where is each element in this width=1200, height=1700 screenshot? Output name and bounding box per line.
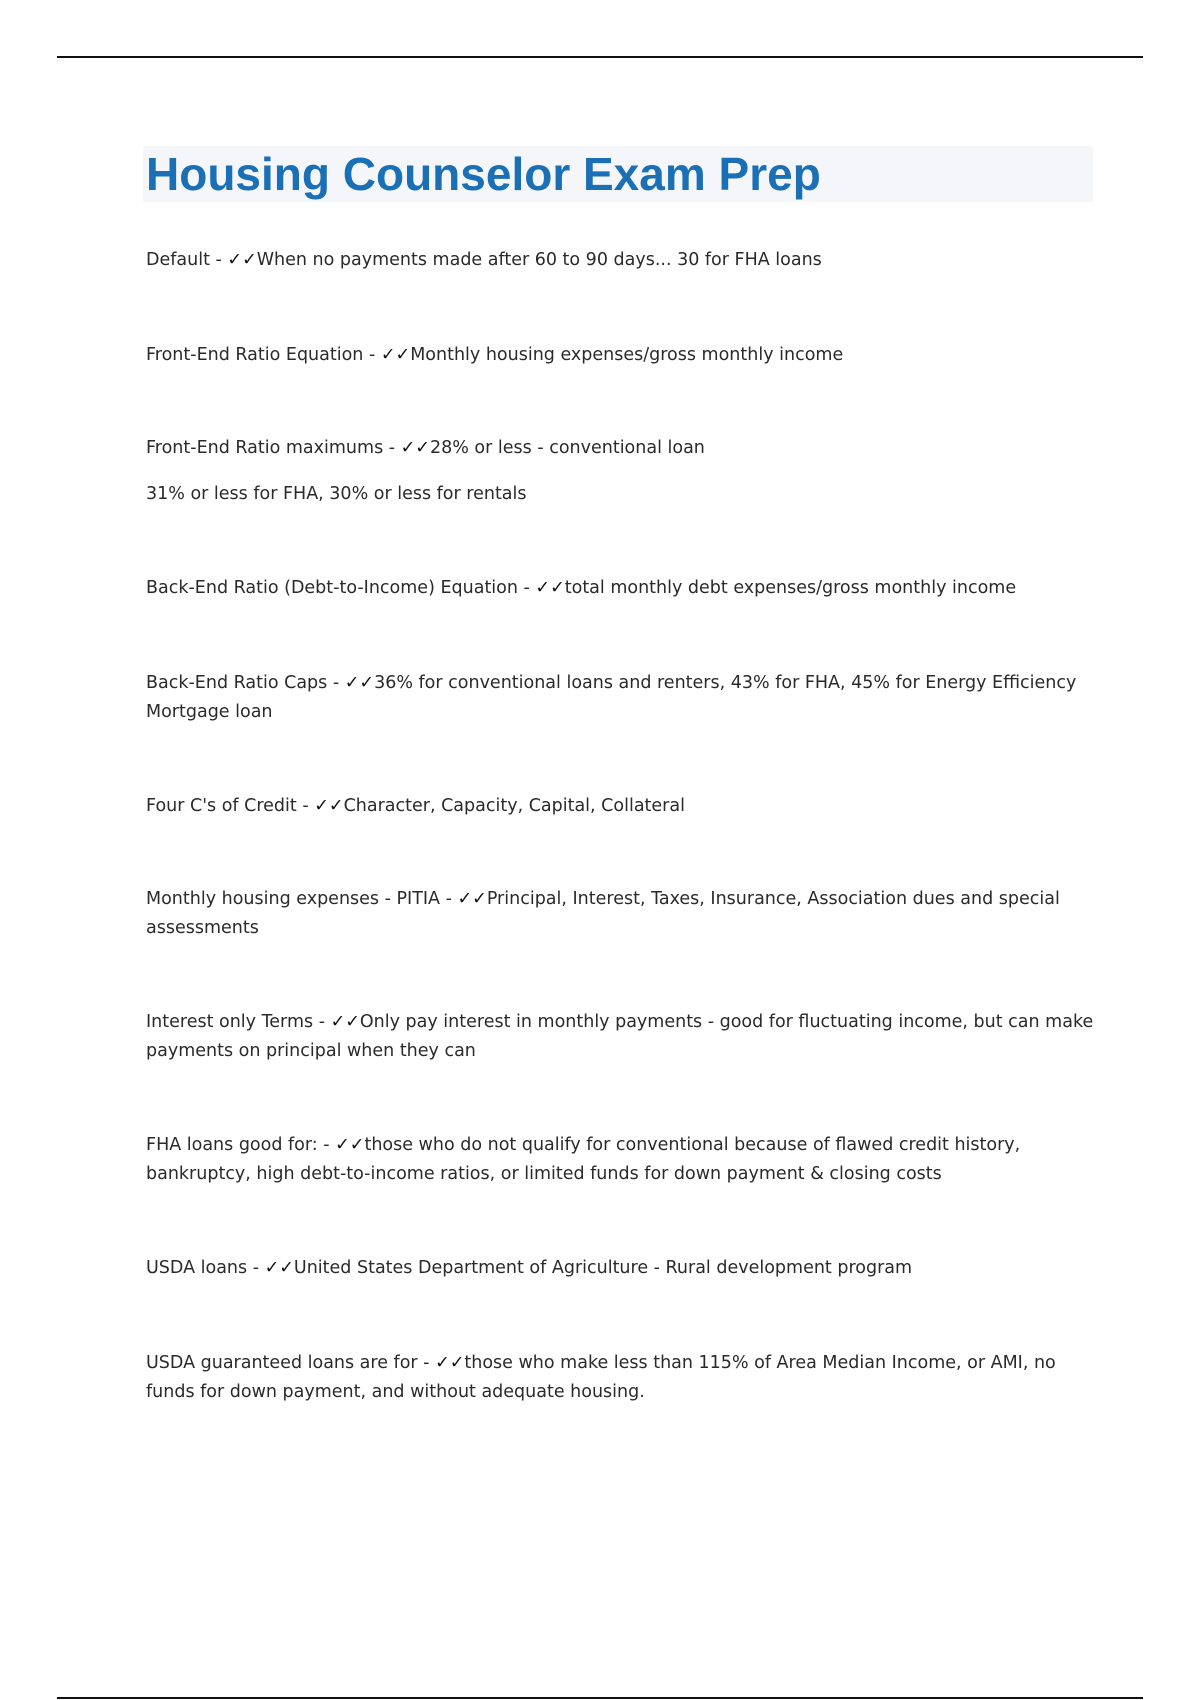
flashcard-entry-back-end-ratio-caps [146,669,1096,727]
checkmark-icon: ✓✓ [335,1135,365,1155]
checkmark-icon: ✓✓ [400,438,430,458]
flashcard-entry-usda-guaranteed-loans [146,1349,1096,1407]
checkmark-icon: ✓✓ [435,1353,465,1373]
flashcard-entry-four-cs-of-credit [146,792,1096,821]
entry-term: Four C's of Credit [146,796,297,816]
entry-separator: - [440,889,458,909]
entry-term: Back-End Ratio (Debt-to-Income) Equation [146,578,518,598]
entry-term: Monthly housing expenses - PITIA [146,889,441,909]
flashcard-entry-monthly-housing-expenses [146,885,1096,943]
entry-separator: - [209,250,228,270]
flashcard-entry-back-end-ratio-equation [146,574,1096,603]
flashcard-entry-front-end-ratio-equation [146,341,1096,370]
entry-extra-line: 31% or less for FHA, 30% or less for rentals [146,484,527,504]
flashcard-entry-fha-loans [146,1131,1096,1189]
entry-separator: - [363,345,381,365]
entry-definition: United States Department of Agriculture - Rural development program [293,1258,913,1278]
checkmark-icon: ✓✓ [314,796,344,816]
checkmark-icon: ✓✓ [264,1258,294,1278]
top-rule [57,56,1143,58]
entry-separator: - [247,1258,265,1278]
flashcard-entry-front-end-ratio-maximums [146,434,1096,509]
entry-definition: those who make less than 115% of Area Median Income, or AMI, no funds for down payment, and without adequate housing. [146,1353,1056,1402]
entry-separator: - [296,796,315,816]
checkmark-icon: ✓✓ [535,578,565,598]
entry-definition: Character, Capacity, Capital, Collateral [343,796,685,816]
entry-term: FHA loans good for: [146,1135,318,1155]
checkmark-icon: ✓✓ [457,889,487,909]
entry-definition: total monthly debt expenses/gross monthly income [564,578,1017,598]
checkmark-icon: ✓✓ [380,345,411,365]
bottom-rule [57,1697,1143,1699]
entry-term: USDA loans [146,1258,248,1278]
entry-separator: - [417,1353,436,1373]
entry-definition: Monthly housing expenses/gross monthly income [410,345,844,365]
entry-definition: Only pay interest in monthly payments - good for fluctuating income, but can make payments on principal when they can [146,1012,1094,1061]
entry-term: Back-End Ratio Caps [146,673,328,693]
entry-separator: - [317,1135,336,1155]
entry-definition: Principal, Interest, Taxes, Insurance, Association dues and special assessments [146,889,1060,938]
flashcard-entry-usda-loans [146,1254,1096,1283]
flashcard-entry-interest-only-terms [146,1008,1096,1066]
entry-definition: When no payments made after 60 to 90 days... 30 for FHA loans [256,250,822,270]
checkmark-icon: ✓✓ [330,1012,360,1032]
page-title: Housing Counselor Exam Prep [146,148,821,200]
entry-term: Default [146,250,210,270]
checkmark-icon: ✓✓ [227,250,257,270]
entry-term: Front-End Ratio maximums [146,438,384,458]
entry-definition: 36% for conventional loans and renters, 43% for FHA, 45% for Energy Efficiency Mortgage loan [146,673,1077,722]
entry-separator: - [383,438,401,458]
entry-term: Interest only Terms [146,1012,314,1032]
entry-separator: - [327,673,345,693]
entry-separator: - [517,578,536,598]
entry-definition: those who do not qualify for conventional because of flawed credit history, bankruptcy, high debt-to-income ratios, or limited funds for down payment & closing costs [146,1135,1021,1184]
flashcard-entry-default [146,246,1096,275]
entry-definition: 28% or less - conventional loan [429,438,705,458]
entry-term: USDA guaranteed loans are for [146,1353,418,1373]
entry-separator: - [313,1012,331,1032]
entry-term: Front-End Ratio Equation [146,345,364,365]
checkmark-icon: ✓✓ [344,673,375,693]
